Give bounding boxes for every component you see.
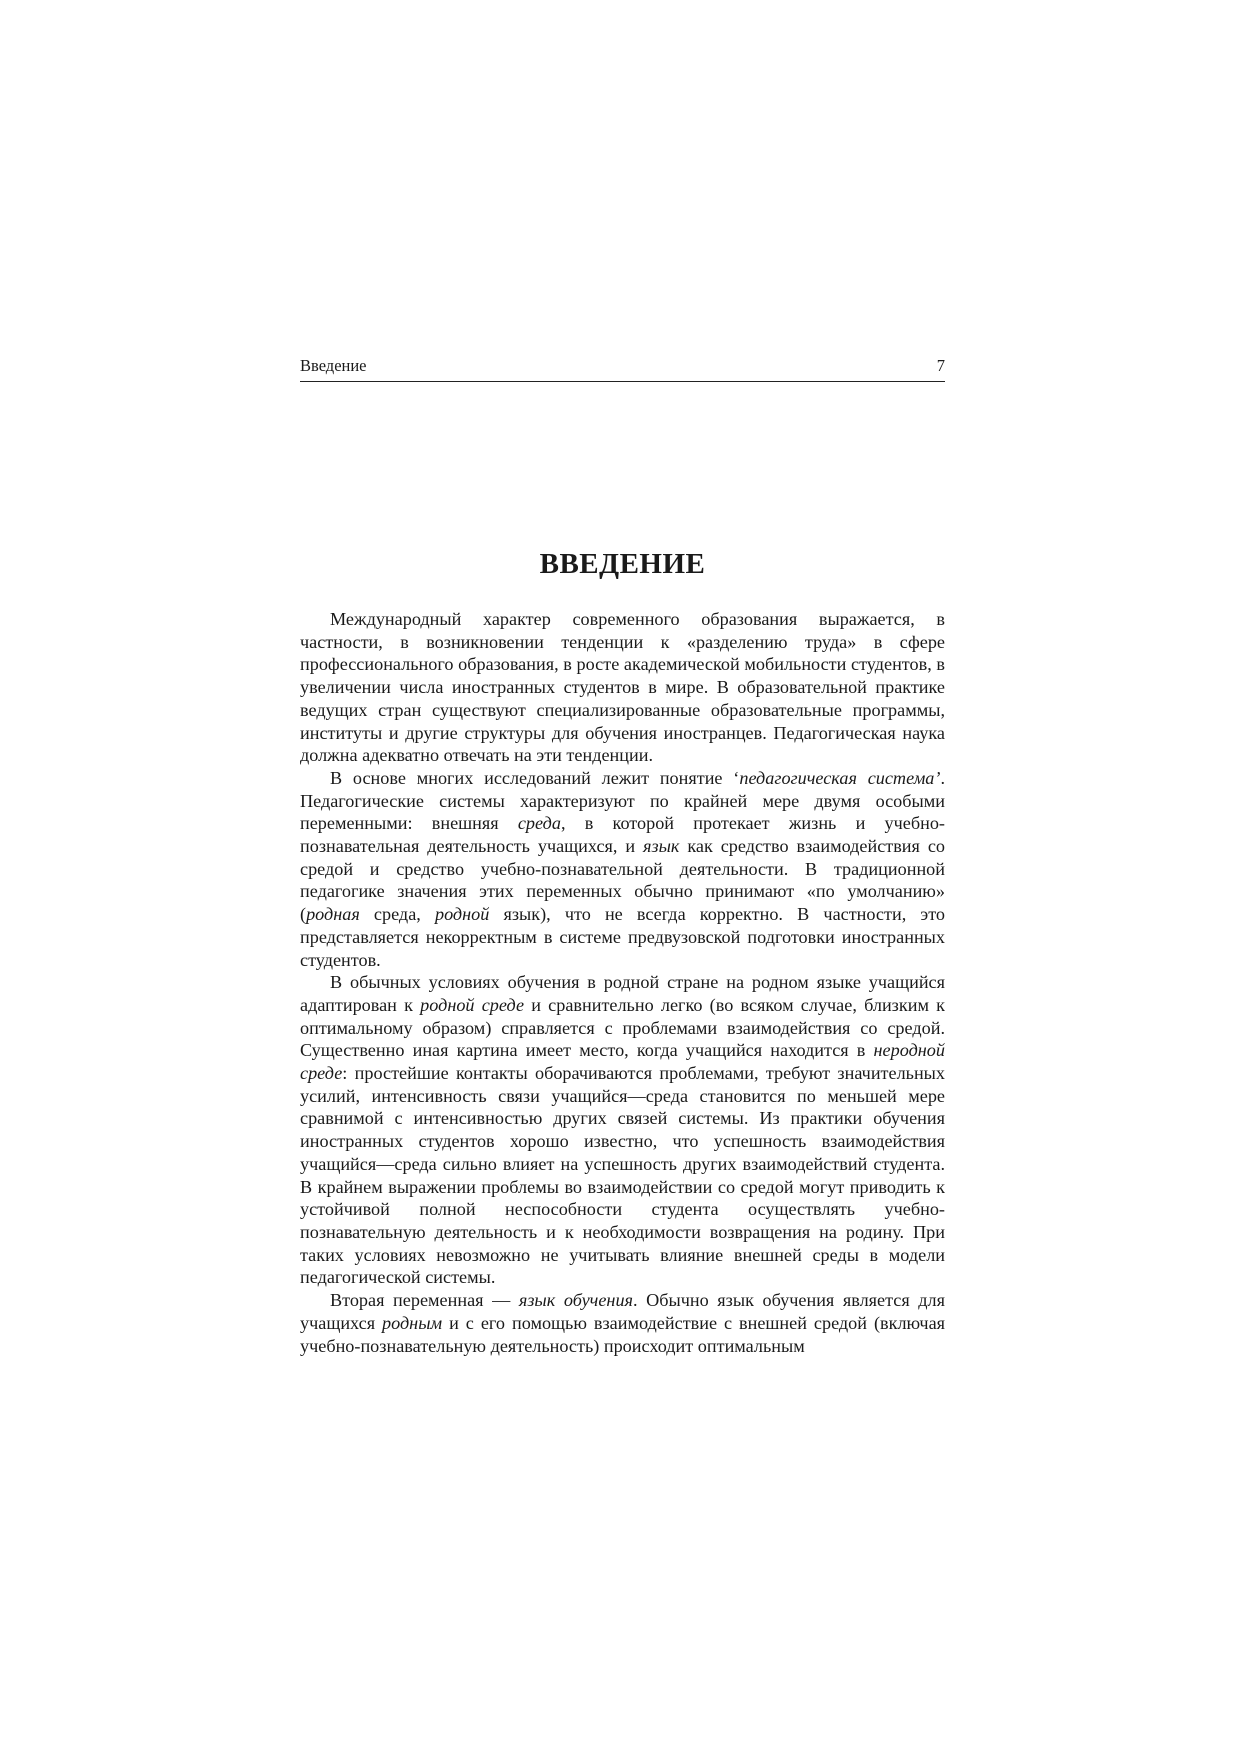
italic-term: неродной среде bbox=[300, 1040, 945, 1084]
chapter-title: ВВЕДЕНИЕ bbox=[539, 548, 706, 580]
paragraph-text: , в которой протекает жизнь и учебно-познавательная деятельность учащихся, и bbox=[300, 813, 945, 857]
paragraph-text: язык), что не всегда корректно. В частности, это представляется некорректным в системе предвузовской подготовки иностранных студентов. bbox=[300, 904, 946, 970]
paragraph-text: и сравнительно легко (во всяком случае, близким к оптимальному образом) справляется с проблемами взаимодействия со средой. Существенно иная картина имеет место, когда учащийся находится в bbox=[300, 994, 945, 1061]
paragraph-text: и с его помощью взаимодействие с внешней средой (включая учебно-познавательную деятельность) происходит оптимальным bbox=[300, 1312, 946, 1356]
running-header bbox=[300, 355, 945, 382]
italic-term: язык bbox=[643, 836, 680, 857]
paragraph-text: . Педагогические системы характеризуют по крайней мере двумя особыми переменными: внешняя bbox=[300, 767, 945, 834]
paragraph-2 bbox=[300, 767, 945, 971]
italic-term: родная bbox=[306, 904, 360, 925]
italic-term: среда bbox=[517, 813, 561, 834]
italic-term: родной bbox=[434, 904, 490, 925]
paragraph-text: Вторая переменная — bbox=[330, 1290, 519, 1311]
page-number: 7 bbox=[936, 356, 945, 375]
italic-term: родной среде bbox=[420, 994, 525, 1015]
paragraph-text: В обычных условиях обучения в родной стране на родном языке учащийся адаптирован к bbox=[300, 972, 945, 1015]
paragraph-text: как средство взаимодействия со средой и средство учебно-познавательной деятельности. В традиционной педагогике значения этих переменных обычно принимают «по умолчанию» ( bbox=[300, 836, 945, 925]
paragraph-1 bbox=[300, 608, 945, 767]
italic-term: язык обучения bbox=[518, 1290, 633, 1311]
paragraph-text: В основе многих исследований лежит понятие ‘ bbox=[330, 767, 740, 788]
body-text bbox=[300, 608, 945, 1357]
italic-term: педагогическая система’ bbox=[739, 767, 941, 788]
paragraph-text: среда, bbox=[359, 904, 435, 925]
paragraph-3 bbox=[300, 971, 945, 1289]
paragraph-text: . Обычно язык обучения является для учащихся bbox=[300, 1290, 945, 1333]
running-title: Введение bbox=[300, 356, 367, 375]
paragraph-text: : простейшие контакты оборачиваются проблемами, требуют значительных усилий, интенсивность связи учащийся—среда становится по меньшей мере сравнимой с интенсивностью других связей системы. Из практики обучения иностранных студентов хорошо известно, что успешность взаимодействия учащийся—среда сильно влияет на успешность других взаимодействий студента. В крайнем выражении проблемы во взаимодействии со средой могут приводить к устойчивой полной неспособности студента осуществлять учебно-познавательную деятельность и к необходимости возвращения на родину. При таких условиях невозможно не учитывать влияние внешней среды в модели педагогической системы. bbox=[300, 1063, 945, 1288]
italic-term: родным bbox=[382, 1312, 443, 1333]
paragraph-4 bbox=[300, 1289, 945, 1357]
paragraph-text: Международный характер современного образования выражается, в частности, в возникновении тенденции к «разделению труда» в сфере профессионального образования, в росте академической мобильности студентов, в увеличении числа иностранных студентов в мире. В образовательной практике ведущих стран существуют специализированные образовательные программы, институты и другие структуры для обучения иностранцев. Педагогическая наука должна адекватно отвечать на эти тенденции. bbox=[300, 609, 945, 766]
